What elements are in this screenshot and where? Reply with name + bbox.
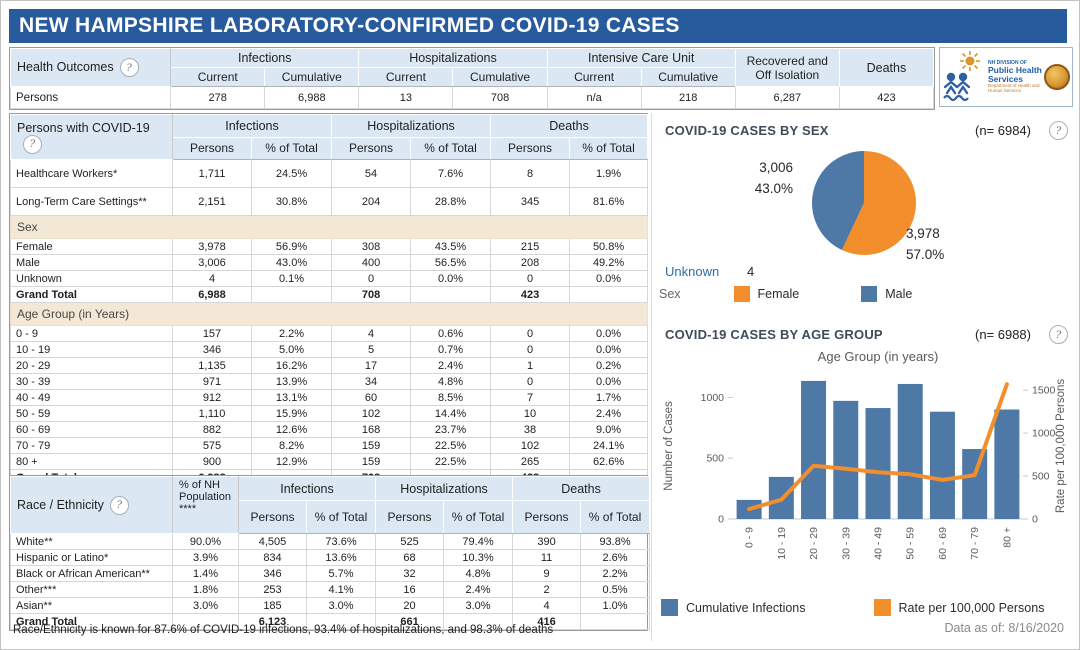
cell: 102 xyxy=(332,406,411,422)
cell: 0 xyxy=(491,374,570,390)
female-count: 3,978 xyxy=(906,226,940,241)
table-row xyxy=(11,287,648,303)
cell: 1.8% xyxy=(173,582,239,598)
row-label: Hispanic or Latino* xyxy=(11,550,173,566)
col-persons: Persons xyxy=(513,501,581,534)
cell: 423 xyxy=(839,87,933,109)
cell: 2,151 xyxy=(173,188,252,216)
col-group-infections: Infections xyxy=(173,115,332,138)
cell: 4 xyxy=(513,598,581,614)
table-row xyxy=(11,255,648,271)
row-label: Grand Total xyxy=(11,287,173,303)
cell: 16 xyxy=(376,582,444,598)
table-row xyxy=(11,239,648,255)
col-pct-of-total: % of Total xyxy=(570,137,648,160)
col-deaths: Deaths xyxy=(839,49,933,87)
bar-70-79[interactable] xyxy=(962,449,987,519)
table-row xyxy=(11,438,648,454)
legend-label-rate[interactable]: Rate per 100,000 Persons xyxy=(898,600,1045,615)
col-pct-of-total: % of Total xyxy=(252,137,332,160)
cell: 13.9% xyxy=(252,374,332,390)
table-row xyxy=(11,534,650,550)
cell: 93.8% xyxy=(581,534,650,550)
table-row xyxy=(11,582,650,598)
cell: 0 xyxy=(491,271,570,287)
cell: 15.9% xyxy=(252,406,332,422)
col-group-hospitalizations: Hospitalizations xyxy=(376,477,513,501)
x-tick-label: 70 - 79 xyxy=(969,527,982,560)
col-pct-of-total: % of Total xyxy=(411,137,491,160)
persons-covid-table xyxy=(9,113,648,487)
cell xyxy=(570,287,648,303)
cell: 9 xyxy=(513,566,581,582)
table-row xyxy=(11,454,648,470)
col-group-infections: Infections xyxy=(171,49,359,68)
col-nh-population: % of NH Population **** xyxy=(173,477,239,534)
cell: 0.5% xyxy=(581,582,650,598)
row-label: Unknown xyxy=(11,271,173,287)
cell: 0.2% xyxy=(570,358,648,374)
cell: 0.0% xyxy=(570,374,648,390)
row-label: Long-Term Care Settings** xyxy=(11,188,173,216)
x-tick-label: 30 - 39 xyxy=(840,527,853,560)
cell: 1.4% xyxy=(173,566,239,582)
cell: 8.2% xyxy=(252,438,332,454)
cell: 0 xyxy=(491,326,570,342)
cell: 1 xyxy=(491,358,570,374)
cell: 30.8% xyxy=(252,188,332,216)
pie-chart-title: COVID-19 CASES BY SEX xyxy=(665,123,829,138)
cell: 834 xyxy=(239,550,307,566)
cell: 43.5% xyxy=(411,239,491,255)
cell: 9.0% xyxy=(570,422,648,438)
help-icon[interactable]: ? xyxy=(120,58,139,77)
col-current: Current xyxy=(359,68,453,87)
help-icon[interactable]: ? xyxy=(110,496,129,515)
bar-chart-title: COVID-19 CASES BY AGE GROUP xyxy=(665,327,883,342)
cell: 253 xyxy=(239,582,307,598)
health-outcomes-table xyxy=(9,47,935,110)
cell: 3.0% xyxy=(307,598,376,614)
cell: 90.0% xyxy=(173,534,239,550)
unknown-value: 4 xyxy=(747,264,755,279)
cell: 34 xyxy=(332,374,411,390)
sex-pie-chart xyxy=(810,149,918,257)
cell: 1.7% xyxy=(570,390,648,406)
cell: 3,978 xyxy=(173,239,252,255)
col-pct-of-total: % of Total xyxy=(444,501,513,534)
cell: 79.4% xyxy=(444,534,513,550)
cell: 3.9% xyxy=(173,550,239,566)
bar-30-39[interactable] xyxy=(833,401,858,519)
cell: 13 xyxy=(359,87,453,109)
row-label: 0 - 9 xyxy=(11,326,173,342)
cell: 12.6% xyxy=(252,422,332,438)
female-percent: 57.0% xyxy=(906,247,945,262)
cell: 159 xyxy=(332,454,411,470)
col-current: Current xyxy=(171,68,265,87)
cell: 400 xyxy=(332,255,411,271)
logo-people-sun-icon xyxy=(942,51,988,103)
cell: 5.0% xyxy=(252,342,332,358)
cell: 6,988 xyxy=(173,287,252,303)
cell: 10 xyxy=(491,406,570,422)
cell: 11 xyxy=(513,550,581,566)
table-row xyxy=(11,598,650,614)
cell: 346 xyxy=(239,566,307,582)
cell: 5 xyxy=(332,342,411,358)
cell: 62.6% xyxy=(570,454,648,470)
cell: 2 xyxy=(513,582,581,598)
col-persons: Persons xyxy=(173,137,252,160)
col-persons: Persons xyxy=(239,501,307,534)
cell: 912 xyxy=(173,390,252,406)
col-persons: Persons xyxy=(376,501,444,534)
cell: 7.6% xyxy=(411,160,491,188)
cell xyxy=(411,287,491,303)
cell: 1,110 xyxy=(173,406,252,422)
x-tick-label: 40 - 49 xyxy=(872,527,885,560)
table-row xyxy=(11,406,648,422)
cell: 102 xyxy=(491,438,570,454)
cell xyxy=(252,287,332,303)
row-label: 10 - 19 xyxy=(11,342,173,358)
cell: 525 xyxy=(376,534,444,550)
logo-org-line3: Department of Health and Human Services xyxy=(988,82,1040,93)
cell: 0.6% xyxy=(411,326,491,342)
col-persons: Persons xyxy=(332,137,411,160)
y-right-tick-label: 1000 xyxy=(1032,427,1056,440)
cell: 28.8% xyxy=(411,188,491,216)
col-group-icu: Intensive Care Unit xyxy=(547,49,735,68)
cell: 32 xyxy=(376,566,444,582)
legend-swatch-female[interactable] xyxy=(734,286,750,302)
legend-label-cumulative-infections[interactable]: Cumulative Infections xyxy=(686,600,806,615)
cell: 423 xyxy=(491,287,570,303)
x-tick-label: 0 - 9 xyxy=(743,527,756,549)
cell: 2.2% xyxy=(581,566,650,582)
page-title: NEW HAMPSHIRE LABORATORY-CONFIRMED COVID-19 CASES xyxy=(9,9,1067,43)
race-footnote: Race/Ethnicity is known for 87.6% of COVID-19 infections, 93.4% of hospitalizations, and 98.3% of deaths xyxy=(13,624,554,636)
cell: 4.8% xyxy=(411,374,491,390)
cell: 16.2% xyxy=(252,358,332,374)
race-ethnicity-table xyxy=(9,475,648,631)
help-icon[interactable]: ? xyxy=(1049,325,1068,344)
x-tick-label: 20 - 29 xyxy=(808,527,821,560)
age-group-bar-chart xyxy=(656,349,1073,599)
cell: 0.0% xyxy=(570,271,648,287)
table-row xyxy=(11,358,648,374)
row-label: Persons xyxy=(11,87,171,109)
col-group-hospitalizations: Hospitalizations xyxy=(359,49,547,68)
cell: 20 xyxy=(376,598,444,614)
cell: 10.3% xyxy=(444,550,513,566)
x-tick-label: 10 - 19 xyxy=(775,527,788,560)
cell: 390 xyxy=(513,534,581,550)
legend-label-male[interactable]: Male xyxy=(885,287,913,301)
section-header-label: Age Group (in Years) xyxy=(11,303,648,326)
cell: 24.1% xyxy=(570,438,648,454)
cell: 159 xyxy=(332,438,411,454)
legend-swatch-male[interactable] xyxy=(861,286,877,302)
persons-table-label-text: Persons with COVID-19 xyxy=(17,120,150,135)
row-label: 70 - 79 xyxy=(11,438,173,454)
section-header-label: Sex xyxy=(11,216,648,239)
panel-divider xyxy=(651,113,652,641)
cell: 0.0% xyxy=(570,342,648,358)
cell: 4 xyxy=(332,326,411,342)
row-label: Grand Total xyxy=(11,614,173,630)
cell: 0 xyxy=(491,342,570,358)
y-left-tick-label: 0 xyxy=(718,513,724,526)
table-row xyxy=(11,160,648,188)
col-cumulative: Cumulative xyxy=(265,68,359,87)
cell: 5.7% xyxy=(307,566,376,582)
col-group-deaths: Deaths xyxy=(491,115,648,138)
cell: 49.2% xyxy=(570,255,648,271)
row-label: 30 - 39 xyxy=(11,374,173,390)
row-label: 40 - 49 xyxy=(11,390,173,406)
pie-n-label: (n= 6984) xyxy=(974,123,1031,138)
table-row xyxy=(11,342,648,358)
cell: 575 xyxy=(173,438,252,454)
legend-swatch-rate[interactable] xyxy=(874,599,891,616)
sex-legend xyxy=(659,286,912,302)
cell: 0 xyxy=(332,271,411,287)
cell: 168 xyxy=(332,422,411,438)
pie-label-female xyxy=(906,223,998,265)
race-table-label-text: Race / Ethnicity xyxy=(17,497,104,512)
cell: 204 xyxy=(332,188,411,216)
table-row xyxy=(11,374,648,390)
cell: 7 xyxy=(491,390,570,406)
cell: 4.1% xyxy=(307,582,376,598)
y-left-axis-title: Number of Cases xyxy=(663,401,675,491)
col-group-infections: Infections xyxy=(239,477,376,501)
y-right-tick-label: 500 xyxy=(1032,470,1050,483)
cell: 971 xyxy=(173,374,252,390)
state-seal-icon xyxy=(1044,64,1070,90)
cell: 3,006 xyxy=(173,255,252,271)
row-label: 50 - 59 xyxy=(11,406,173,422)
cell: 882 xyxy=(173,422,252,438)
table-row xyxy=(11,188,648,216)
bar-50-59[interactable] xyxy=(898,384,923,519)
cell: 3.0% xyxy=(444,598,513,614)
table-row xyxy=(11,326,648,342)
cell: 308 xyxy=(332,239,411,255)
row-label: 80 + xyxy=(11,454,173,470)
male-count: 3,006 xyxy=(759,160,793,175)
legend-label-female[interactable]: Female xyxy=(757,287,800,301)
table-row xyxy=(11,390,648,406)
cell: 60 xyxy=(332,390,411,406)
cell: 900 xyxy=(173,454,252,470)
cell: 8 xyxy=(491,160,570,188)
logo-org-line2: Public Health Services xyxy=(988,64,1042,84)
cell: 345 xyxy=(491,188,570,216)
cell: 43.0% xyxy=(252,255,332,271)
cell: 56.5% xyxy=(411,255,491,271)
cell: 2.4% xyxy=(444,582,513,598)
cell: 23.7% xyxy=(411,422,491,438)
health-outcomes-label-text: Health Outcomes xyxy=(17,59,114,74)
col-current: Current xyxy=(547,68,641,87)
cell: 56.9% xyxy=(252,239,332,255)
table-row xyxy=(11,271,648,287)
table-row xyxy=(11,566,650,582)
cell: 2.6% xyxy=(581,550,650,566)
cell: 81.6% xyxy=(570,188,648,216)
persons-table-label xyxy=(11,115,173,160)
health-outcomes-label xyxy=(11,49,171,87)
cell: 6,123 xyxy=(239,614,307,630)
cell: 68 xyxy=(376,550,444,566)
cell: 0.1% xyxy=(252,271,332,287)
cell: 185 xyxy=(239,598,307,614)
bar-20-29[interactable] xyxy=(801,381,826,519)
cell: 17 xyxy=(332,358,411,374)
bar-60-69[interactable] xyxy=(930,412,955,519)
pie-label-male xyxy=(701,157,793,199)
cell: 8.5% xyxy=(411,390,491,406)
help-icon[interactable]: ? xyxy=(23,135,42,154)
bar-legend xyxy=(661,599,1044,616)
cell: 12.9% xyxy=(252,454,332,470)
cell: 1.9% xyxy=(570,160,648,188)
cell: n/a xyxy=(547,87,641,109)
cell: 0.0% xyxy=(411,271,491,287)
cell: 24.5% xyxy=(252,160,332,188)
col-group-deaths: Deaths xyxy=(513,477,650,501)
row-label: Healthcare Workers* xyxy=(11,160,173,188)
cell: 4.8% xyxy=(444,566,513,582)
data-as-of: Data as of: 8/16/2020 xyxy=(944,621,1064,635)
section-header-sex xyxy=(11,216,648,239)
row-label: White** xyxy=(11,534,173,550)
cell: 1,711 xyxy=(173,160,252,188)
cell: 2.2% xyxy=(252,326,332,342)
col-cumulative: Cumulative xyxy=(641,68,735,87)
x-axis-title: Age Group (in years) xyxy=(817,349,939,364)
x-tick-label: 80 + xyxy=(1001,527,1014,548)
cell: 708 xyxy=(332,287,411,303)
bar-n-label: (n= 6988) xyxy=(974,327,1031,342)
row-label: Other*** xyxy=(11,582,173,598)
row-label: 20 - 29 xyxy=(11,358,173,374)
table-row xyxy=(11,422,648,438)
cell: 73.6% xyxy=(307,534,376,550)
cell: 661 xyxy=(376,614,444,630)
cell: 1,135 xyxy=(173,358,252,374)
cell: 54 xyxy=(332,160,411,188)
nh-dphs-logo xyxy=(939,47,1073,107)
col-recovered: Recovered and Off Isolation xyxy=(735,49,839,87)
legend-title: Sex xyxy=(659,287,681,301)
cell: 2.4% xyxy=(411,358,491,374)
y-left-tick-label: 500 xyxy=(706,452,724,465)
cell: 1.0% xyxy=(581,598,650,614)
bar-80+[interactable] xyxy=(994,410,1019,520)
cell: 13.6% xyxy=(307,550,376,566)
cell: 416 xyxy=(513,614,581,630)
unknown-label: Unknown xyxy=(665,264,720,279)
cell: 13.1% xyxy=(252,390,332,406)
row-label: Black or African American** xyxy=(11,566,173,582)
cell: 4,505 xyxy=(239,534,307,550)
cell: 50.8% xyxy=(570,239,648,255)
table-row xyxy=(11,87,934,109)
cell: 708 xyxy=(453,87,547,109)
section-header-age-group xyxy=(11,303,648,326)
cell: 14.4% xyxy=(411,406,491,422)
cell: 157 xyxy=(173,326,252,342)
race-table-label xyxy=(11,477,173,534)
col-persons: Persons xyxy=(491,137,570,160)
cell: 346 xyxy=(173,342,252,358)
col-cumulative: Cumulative xyxy=(453,68,547,87)
cell: 215 xyxy=(491,239,570,255)
table-row xyxy=(11,550,650,566)
cell: 208 xyxy=(491,255,570,271)
col-pct-of-total: % of Total xyxy=(581,501,650,534)
row-label: Female xyxy=(11,239,173,255)
logo-org-line1: NH DIVISION OF xyxy=(988,59,1027,66)
cell: 218 xyxy=(641,87,735,109)
col-pct-of-total: % of Total xyxy=(307,501,376,534)
cell: 38 xyxy=(491,422,570,438)
cell: 6,988 xyxy=(265,87,359,109)
cell: 6,287 xyxy=(735,87,839,109)
cell: 22.5% xyxy=(411,454,491,470)
col-group-hospitalizations: Hospitalizations xyxy=(332,115,491,138)
cell: 2.4% xyxy=(570,406,648,422)
bar-40-49[interactable] xyxy=(866,408,891,519)
row-label: Male xyxy=(11,255,173,271)
y-right-tick-label: 1500 xyxy=(1032,384,1056,397)
x-tick-label: 60 - 69 xyxy=(936,527,949,560)
cell: 265 xyxy=(491,454,570,470)
cell: 278 xyxy=(171,87,265,109)
row-label: 60 - 69 xyxy=(11,422,173,438)
male-percent: 43.0% xyxy=(754,181,793,196)
cell: 3.0% xyxy=(173,598,239,614)
cell: 0.0% xyxy=(570,326,648,342)
x-tick-label: 50 - 59 xyxy=(904,527,917,560)
help-icon[interactable]: ? xyxy=(1049,121,1068,140)
row-label: Asian** xyxy=(11,598,173,614)
cell: 22.5% xyxy=(411,438,491,454)
y-right-axis-title: Rate per 100,000 Persons xyxy=(1055,378,1067,514)
legend-swatch-cumulative-infections[interactable] xyxy=(661,599,678,616)
cell: 0.7% xyxy=(411,342,491,358)
y-right-tick-label: 0 xyxy=(1032,513,1038,526)
cell: 4 xyxy=(173,271,252,287)
y-left-tick-label: 1000 xyxy=(700,391,724,404)
